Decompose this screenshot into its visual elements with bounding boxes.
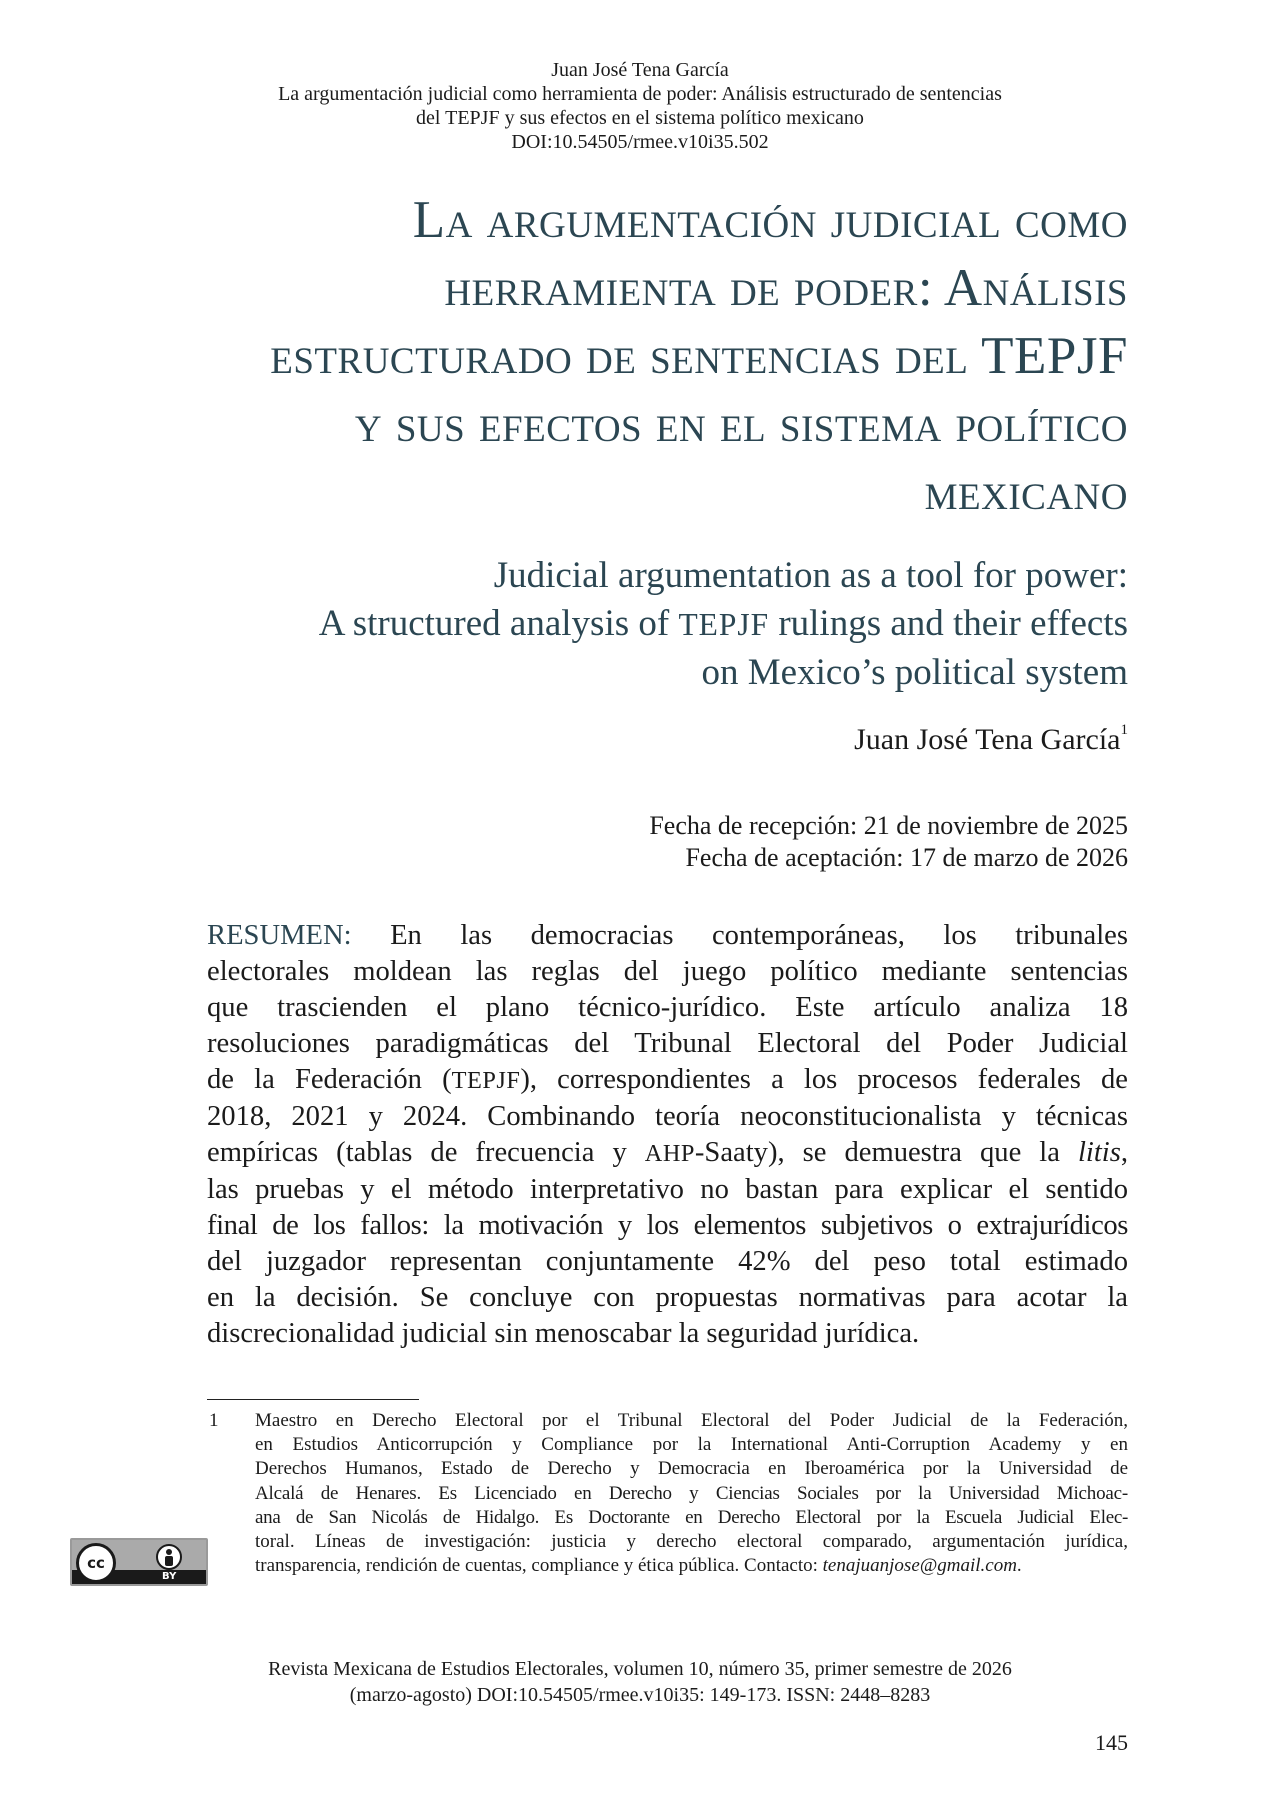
abstract-acronym: AHP bbox=[644, 1140, 695, 1167]
footnote-line: Maestro en Derecho Electoral por el Tribunal Electoral del Poder Judicial de la Federación, bbox=[255, 1410, 1128, 1431]
article-title-en bbox=[168, 552, 1128, 697]
article-dates bbox=[649, 810, 1128, 874]
attribution-person-icon bbox=[156, 1544, 182, 1570]
footnote-line: ana de San Nicolás de Hidalgo. Es Doctorante en Derecho Electoral por la Escuela Judicial Elec- bbox=[255, 1506, 1128, 1528]
abstract-line: en la decisión. Se concluye con propuestas normativas para acotar la bbox=[207, 1282, 1128, 1313]
abstract-text: ), correspondientes a los procesos federales de bbox=[520, 1064, 1128, 1095]
running-head bbox=[160, 58, 1120, 154]
abstract-line: 2018, 2021 y 2024. Combinando teoría neoconstitucionalista y técnicas bbox=[207, 1101, 1128, 1132]
abstract-emphasis: litis bbox=[1077, 1137, 1121, 1168]
title-line: mexicano bbox=[924, 463, 1128, 521]
journal-footer bbox=[160, 1656, 1120, 1708]
footnote-number: 1 bbox=[209, 1410, 219, 1431]
running-head-doi: DOI:10.54505/rmee.v10i35.502 bbox=[511, 131, 769, 153]
abstract-line: discrecionalidad judicial sin menoscabar la seguridad jurídica. bbox=[207, 1318, 920, 1349]
running-head-title-line1: La argumentación judicial como herramienta de poder: Análisis estructurado de sentencias bbox=[278, 83, 1002, 105]
title-en-text: A structured analysis of bbox=[318, 603, 679, 644]
author-name: Juan José Tena García bbox=[854, 723, 1121, 756]
abstract-line bbox=[207, 918, 1128, 954]
footnote-text-segment: transparencia, rendición de cuentas, compliance y ética pública. Contacto: bbox=[255, 1555, 823, 1577]
author-byline bbox=[854, 722, 1128, 758]
footnote-line bbox=[255, 1554, 1128, 1578]
title-line: herramienta de poder: Análisis bbox=[444, 259, 1128, 317]
abstract bbox=[207, 918, 1128, 1352]
abstract-text: de la Federación ( bbox=[207, 1064, 452, 1095]
cc-by-license-badge[interactable] bbox=[70, 1538, 208, 1586]
abstract-label: RESUMEN: bbox=[207, 920, 352, 951]
cc-icon: cc bbox=[76, 1543, 116, 1583]
footnote-line: toral. Líneas de investigación: justicia y derecho electoral comparado, argumentación jurídica, bbox=[255, 1531, 1128, 1553]
abstract-text: empíricas (tablas de frecuencia y bbox=[207, 1137, 645, 1168]
abstract-line: del juzgador representan conjuntamente 42% del peso total estimado bbox=[207, 1246, 1128, 1277]
footnote-text-segment: . bbox=[1016, 1555, 1022, 1577]
article-title-es bbox=[168, 186, 1128, 526]
title-en-line bbox=[168, 600, 1128, 649]
journal-footer-line1: Revista Mexicana de Estudios Electorales, volumen 10, número 35, primer semestre de 2026 bbox=[268, 1658, 1012, 1680]
abstract-line: electorales moldean las reglas del juego político mediante sentencias bbox=[207, 956, 1128, 987]
abstract-line: que trascienden el plano técnico-jurídico. Este artículo analiza 18 bbox=[207, 992, 1128, 1023]
footnote-divider bbox=[207, 1399, 419, 1400]
title-line: y sus efectos en el sistema político bbox=[354, 395, 1128, 453]
title-en-line: on Mexico’s political system bbox=[701, 652, 1128, 693]
accepted-date: Fecha de aceptación: 17 de marzo de 2026 bbox=[685, 843, 1128, 872]
running-head-title-line2: del TEPJF y sus efectos en el sistema político mexicano bbox=[416, 107, 864, 129]
abstract-acronym: TEPJF bbox=[451, 1067, 521, 1094]
abstract-line: resoluciones paradigmáticas del Tribunal Electoral del Poder Judicial bbox=[207, 1028, 1128, 1059]
footnote-line: Alcalá de Henares. Es Licenciado en Derecho y Ciencias Sociales por la Universidad Michoac- bbox=[255, 1482, 1128, 1504]
running-head-author: Juan José Tena García bbox=[551, 59, 729, 81]
footnote-text bbox=[255, 1409, 1128, 1578]
footnote-line: Derechos Humanos, Estado de Derecho y Democracia en Iberoamérica por la Universidad de bbox=[255, 1458, 1128, 1480]
title-en-text: rulings and their effects bbox=[769, 603, 1128, 644]
abstract-line bbox=[207, 1062, 1128, 1099]
title-line: estructurado de sentencias del TEPJF bbox=[270, 327, 1128, 385]
title-line: La argumentación judicial como bbox=[412, 191, 1128, 249]
by-label: BY bbox=[162, 1571, 177, 1582]
footnote-line: en Estudios Anticorrupción y Compliance por la International Anti-Corruption Academy y en bbox=[255, 1434, 1128, 1456]
abstract-text: , bbox=[1120, 1137, 1128, 1168]
title-en-acronym: TEPJF bbox=[678, 607, 770, 642]
abstract-line: final de los fallos: la motivación y los elementos subjetivos o extrajurídicos bbox=[207, 1210, 1128, 1241]
title-en-line: Judicial argumentation as a tool for power: bbox=[493, 555, 1128, 596]
contact-email-link[interactable]: tenajuanjose@gmail.com bbox=[822, 1555, 1017, 1577]
person-head bbox=[166, 1549, 172, 1555]
journal-footer-line2: (marzo-agosto) DOI:10.54505/rmee.v10i35: 149-173. ISSN: 2448–8283 bbox=[349, 1684, 931, 1706]
abstract-line bbox=[207, 1135, 1128, 1172]
person-body bbox=[165, 1556, 173, 1566]
received-date: Fecha de recepción: 21 de noviembre de 2025 bbox=[649, 811, 1128, 840]
page-number: 145 bbox=[1095, 1730, 1128, 1755]
abstract-line: las pruebas y el método interpretativo no bastan para explicar el sentido bbox=[207, 1174, 1128, 1205]
footnote-mark[interactable]: 1 bbox=[1120, 722, 1128, 738]
abstract-text: En las democracias contemporáneas, los tribunales bbox=[351, 920, 1128, 951]
abstract-text: -Saaty), se demuestra que la bbox=[694, 1137, 1078, 1168]
